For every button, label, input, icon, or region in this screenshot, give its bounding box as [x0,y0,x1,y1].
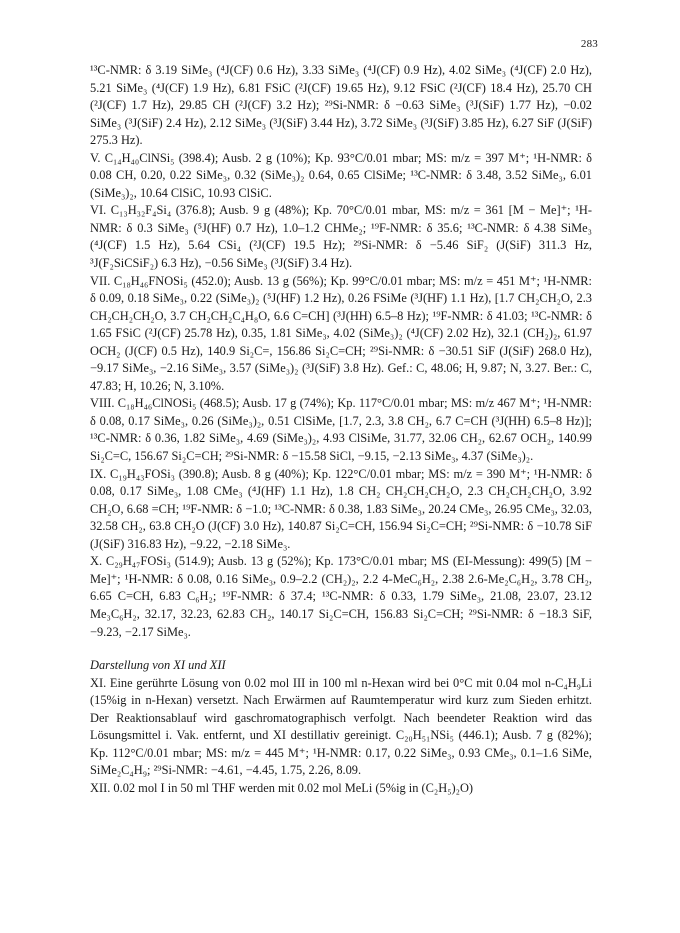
section-heading: Darstellung von XI und XII [90,658,226,673]
paragraph-compound-vii: VII. C₁₈H₄₆FNOSi₅ (452.0); Ausb. 13 g (56%); Kp. 99°C/0.01 mbar; MS: m/z = 451 M⁺; ¹H-NMR: δ 0.09, 0.18 SiMe₃, 0.22 (SiMe₃)₂ (⁵J(HF) 1.2 Hz), 0.26 FSiMe (³J(HF) 1.1 Hz), [1.7 CH₂CH₂O, 2.3 CH₂CH₂CH₂O, 3.7 CH₂CH₂C₄H₈O, 6.6 C=CH] (³J(HH) 6.5–8 Hz); ¹⁹F-NMR: δ 41.03; ¹³C-NMR: δ 1.65 FSiC (²J(CF) 25.78 Hz), 0.35, 1.81 SiMe₃, 4.02 (SiMe₃)₂ (⁴J(CF) 2.02 Hz), 32.1 (CH₂)₂, 61.97 OCH₂ (J(CF) 0.5 Hz), 140.9 Si₂C=, 156.86 Si₂C=CH; ²⁹Si-NMR: δ −30.51 SiF (J(SiF) 268.0 Hz), −9.17 SiMe₃, −2.16 SiMe₃, 3.57 (SiMe₃)₂ (³J(SiF) 3.8 Hz). Gef.: C, 48.06; H, 9.87; N, 3.27. Ber.: C, 47.83; H, 10.26; N, 3.10%. [90,273,592,393]
paragraph-nmr-iv-continued: ¹³C-NMR: δ 3.19 SiMe₃ (⁴J(CF) 0.6 Hz), 3.33 SiMe₃ (⁴J(CF) 0.9 Hz), 4.02 SiMe₃ (⁴J(CF) 2.0 Hz), 5.21 SiMe₃ (⁴J(CF) 1.9 Hz), 6.81 FSiC (²J(CF) 19.65 Hz), 9.12 FSiC (²J(CF) 18.4 Hz), 25.70 CH (²J(CF) 1.7 Hz), 29.85 CH (²J(CF) 3.2 Hz); ²⁹Si-NMR: δ −0.63 SiMe₃ (³J(SiF) 1.77 Hz), −0.02 SiMe₃ (³J(SiF) 2.4 Hz), 2.12 SiMe₃ (³J(SiF) 3.44 Hz), 3.72 SiMe₃ (³J(SiF) 3.85 Hz), 6.27 SiF (J(SiF) 275.3 Hz). [90,63,592,148]
page-number: 283 [580,38,598,50]
paragraph-compound-viii: VIII. C₁₈H₄₆ClNOSi₅ (468.5); Ausb. 17 g (74%); Kp. 117°C/0.01 mbar; MS: m/z 467 M⁺; ¹H-NMR: δ 0.08, 0.17 SiMe₃, 0.26 (SiMe₃)₂, 0.51 ClSiMe, [1.7, 2.3, 3.8 CH₂, 6.7 C=CH (³J(HH) 6.5–8 Hz)]; ¹³C-NMR: δ 0.36, 1.82 SiMe₃, 4.69 (SiMe₃)₂, 4.93 ClSiMe, 31.77, 32.06 CH₂, 62.67 OCH₂, 140.99 Si₂C=C, 156.67 Si₂C=CH; ²⁹Si-NMR: δ −15.58 SiCl, −9.15, −2.13 SiMe₃, 4.37 (SiMe₃)₂. [90,396,592,464]
paragraph-compound-vi: VI. C₁₃H₃₂F₄Si₄ (376.8); Ausb. 9 g (48%); Kp. 70°C/0.01 mbar, MS: m/z = 361 [M − Me]⁺; ¹H-NMR: δ 0.3 SiMe₃ (⁵J(HF) 0.7 Hz), 1.0–1.2 CHMe₂; ¹⁹F-NMR: δ 35.6; ¹³C-NMR: δ 4.38 SiMe₃ (⁴J(CF) 1.5 Hz), 5.64 CSi₄ (²J(CF) 19.5 Hz); ²⁹Si-NMR: δ −5.46 SiF₂ (J(SiF) 311.3 Hz, ³J(F₂SiCSiF₂) 6.3 Hz), −0.56 SiMe₃ (³J(SiF) 3.4 Hz). [90,203,592,271]
paragraph-compound-xi: XI. Eine gerührte Lösung von 0.02 mol III in 100 ml n-Hexan wird bei 0°C mit 0.04 mol n-C₄H₉Li (15%ig in n-Hexan) versetzt. Nach Erwärmen auf Raumtemperatur wird kurz zum Sieden erhitzt. Der Reaktionsablauf wird gaschromatographisch verfolgt. Nach beendeter Reaktion wird das Lösungsmittel i. Vak. entfernt, und XI destillativ gereinigt. C₂₀H₅₁NSi₅ (446.1); Ausb. 7 g (82%); Kp. 112°C/0.01 mbar; MS: m/z = 445 M⁺; ¹H-NMR: 0.17, 0.22 SiMe₃, 0.93 CMe₃, 0.1–1.6 SiMe, SiMe₂C₄H₉; ²⁹Si-NMR: −4.61, −4.45, 1.75, 2.26, 8.09. [90,675,592,778]
paragraph-compound-ix: IX. C₁₉H₄₃FOSi₃ (390.8); Ausb. 8 g (40%); Kp. 122°C/0.01 mbar; MS: m/z = 390 M⁺; ¹H-NMR: δ 0.08, 0.17 SiMe₃, 1.08 CMe₃ (⁴J(HF) 1.1 Hz), 1.8 CH₂ CH₂CH₂CH₂O, 2.3 CH₂CH₂CH₂O, 3.92 CH₂O, 6.68 =CH; ¹⁹F-NMR: δ −1.0; ¹³C-NMR: δ 0.38, 1.83 SiMe₃, 20.24 CMe₃, 26.95 CMe₃, 32.03, 32.58 CH₂, 63.8 CH₂O (J(CF) 3.0 Hz), 140.87 Si₂C=CH, 156.94 Si₂C=CH; ²⁹Si-NMR: δ −10.78 SiF (J(SiF) 316.83 Hz), −9.22, −2.18 SiMe₃. [90,466,592,551]
paragraph-compound-xii: XII. 0.02 mol I in 50 ml THF werden mit 0.02 mol MeLi (5%ig in (C₂H₅)₂O) [90,780,474,795]
body-text [90,62,592,797]
paragraph-compound-x: X. C₂₉H₄₇FOSi₃ (514.9); Ausb. 13 g (52%); Kp. 173°C/0.01 mbar; MS (EI-Messung): 499(5) [M − Me]⁺; ¹H-NMR: δ 0.08, 0.16 SiMe₃, 0.9–2.2 (CH₂)₂, 2.2 4-MeC₆H₂, 2.38 2.6-Me₂C₆H₂, 3.78 CH₂, 6.65 C=CH, 6.83 C₆H₂; ¹⁹F-NMR: δ 37.4; ¹³C-NMR: δ 0.33, 1.79 SiMe₃, 21.08, 23.07, 23.12 Me₃C₆H₂, 32.17, 32.23, 62.83 CH₂, 140.17 Si₂C=CH, 156.83 Si₂C=CH; ²⁹Si-NMR: δ −18.3 SiF, −9.23, −2.17 SiMe₃. [90,554,592,639]
paragraph-compound-v: V. C₁₄H₄₀ClNSi₅ (398.4); Ausb. 2 g (10%); Kp. 93°C/0.01 mbar; MS: m/z = 397 M⁺; ¹H-NMR: δ 0.08 CH, 0.20, 0.22 SiMe₃, 0.32 (SiMe₃)₂ 0.64, 0.65 ClSiMe; ¹³C-NMR: δ 3.48, 3.52 SiMe₃, 6.01 (SiMe₃)₂, 10.64 ClSiC, 10.93 ClSiC. [90,150,592,200]
